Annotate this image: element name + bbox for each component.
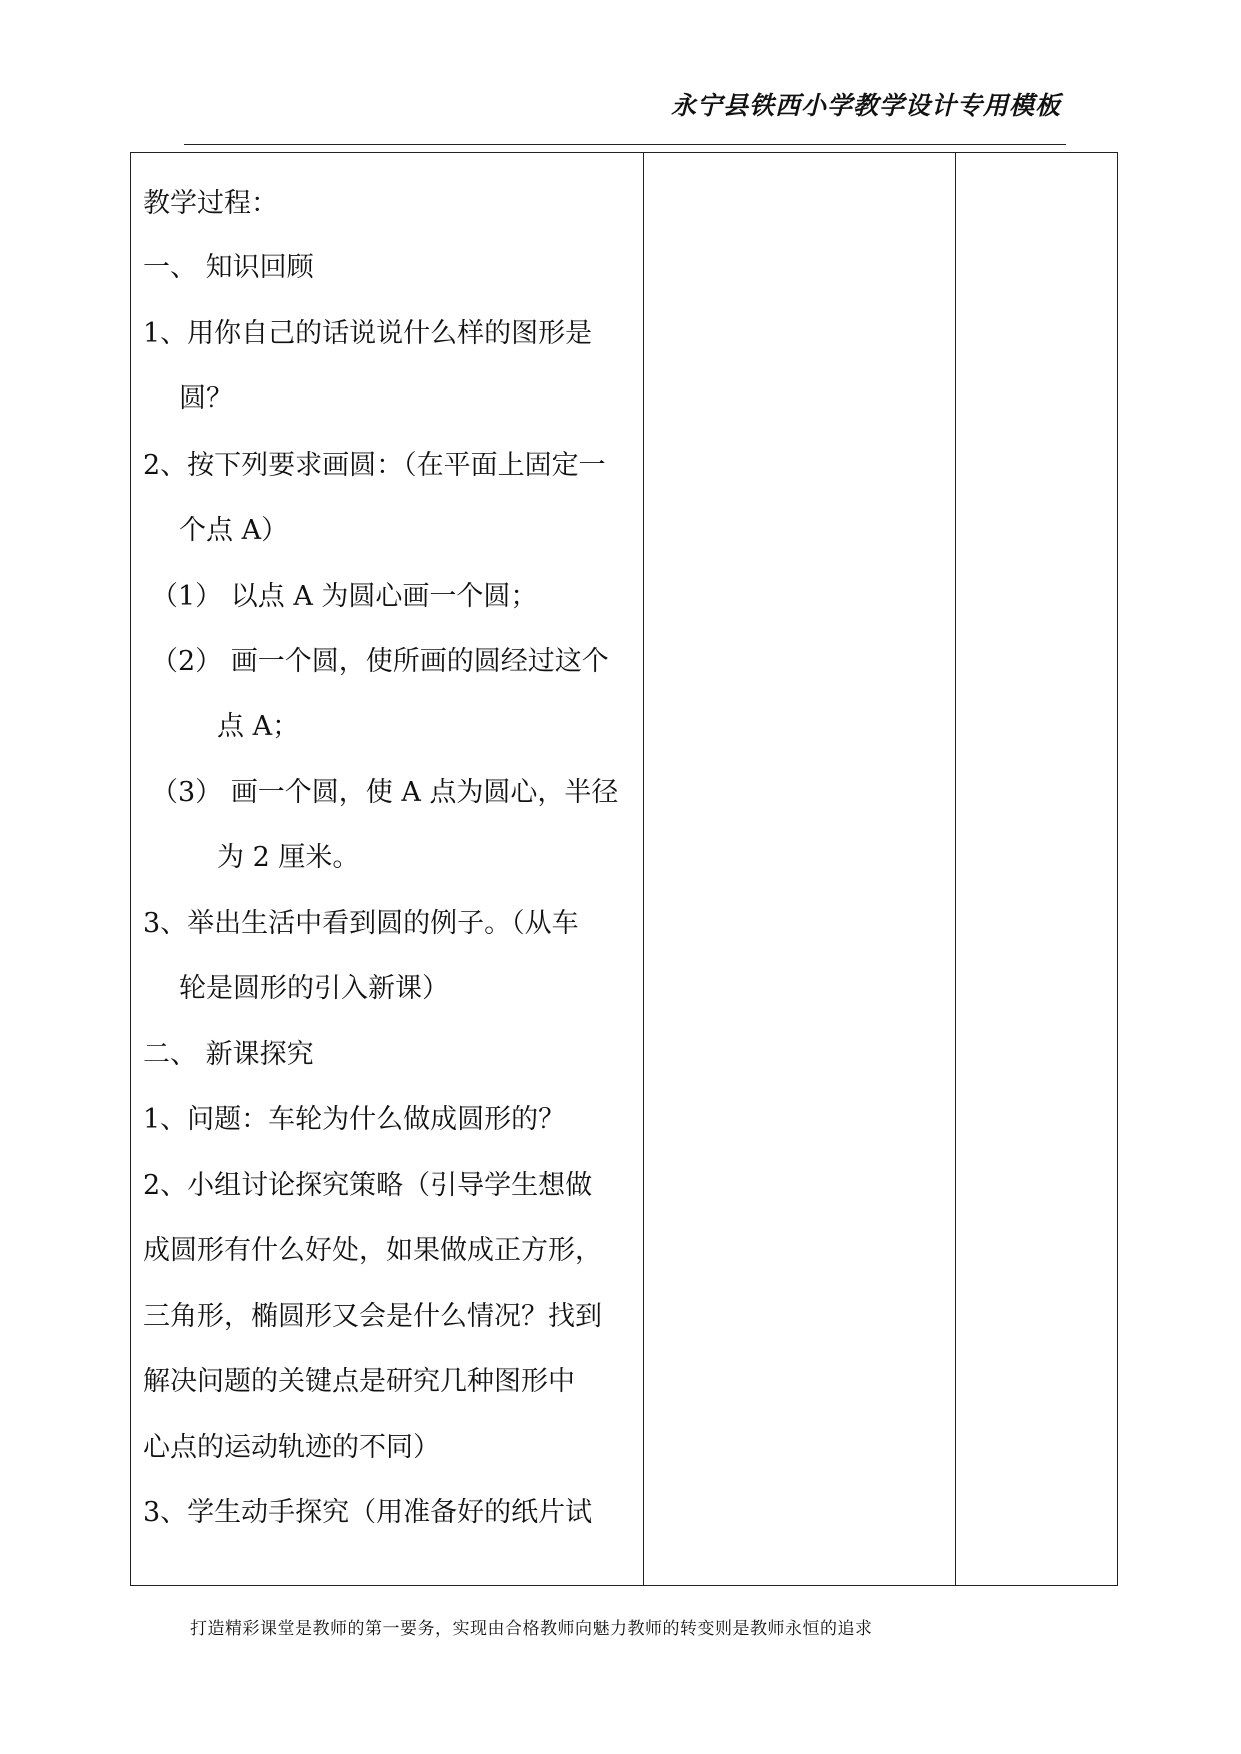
list-item: 1、问题：车轮为什么做成圆形的？	[143, 1104, 566, 1135]
paragraph-line: 心点的运动轨迹的不同）	[143, 1432, 440, 1463]
list-item: 1、用你自己的话说说什么样的图形是	[143, 318, 593, 349]
sub-item: （3） 画一个圆，使 A 点为圆心，半径	[151, 777, 619, 808]
section-title-review: 一、 知识回顾	[143, 252, 314, 283]
list-item-continuation: 个点 A）	[179, 515, 289, 546]
sub-item-continuation: 为 2 厘米。	[217, 842, 360, 873]
paragraph-line: 成圆形有什么好处，如果做成正方形，	[143, 1235, 602, 1266]
list-item: 3、举出生活中看到圆的例子。（从车	[143, 908, 579, 939]
paragraph-line: 三角形，椭圆形又会是什么情况？找到	[143, 1301, 602, 1332]
list-item: 3、学生动手探究（用准备好的纸片试	[143, 1497, 593, 1528]
sub-item: （1） 以点 A 为圆心画一个圆；	[151, 581, 538, 612]
paragraph-line: 解决问题的关键点是研究几种图形中	[143, 1366, 575, 1397]
list-item: 2、小组讨论探究策略（引导学生想做	[143, 1170, 593, 1201]
list-item-continuation: 圆？	[179, 383, 233, 414]
list-item-continuation: 轮是圆形的引入新课）	[179, 973, 449, 1004]
lesson-table	[130, 152, 1118, 1586]
column-divider-2	[955, 153, 956, 1585]
section-heading: 教学过程：	[143, 188, 278, 219]
page-header-title: 永宁县铁西小学教学设计专用模板	[670, 91, 1061, 120]
list-item: 2、按下列要求画圆：（在平面上固定一	[143, 450, 606, 481]
column-divider-1	[643, 153, 644, 1585]
page-footer-motto: 打造精彩课堂是教师的第一要务，实现由合格教师向魅力教师的转变则是教师永恒的追求	[190, 1619, 873, 1639]
sub-item: （2） 画一个圆，使所画的圆经过这个	[151, 646, 609, 677]
teaching-process-cell	[143, 187, 643, 1582]
section-title-explore: 二、 新课探究	[143, 1039, 314, 1070]
header-divider	[184, 144, 1066, 145]
sub-item-continuation: 点 A；	[217, 711, 300, 742]
